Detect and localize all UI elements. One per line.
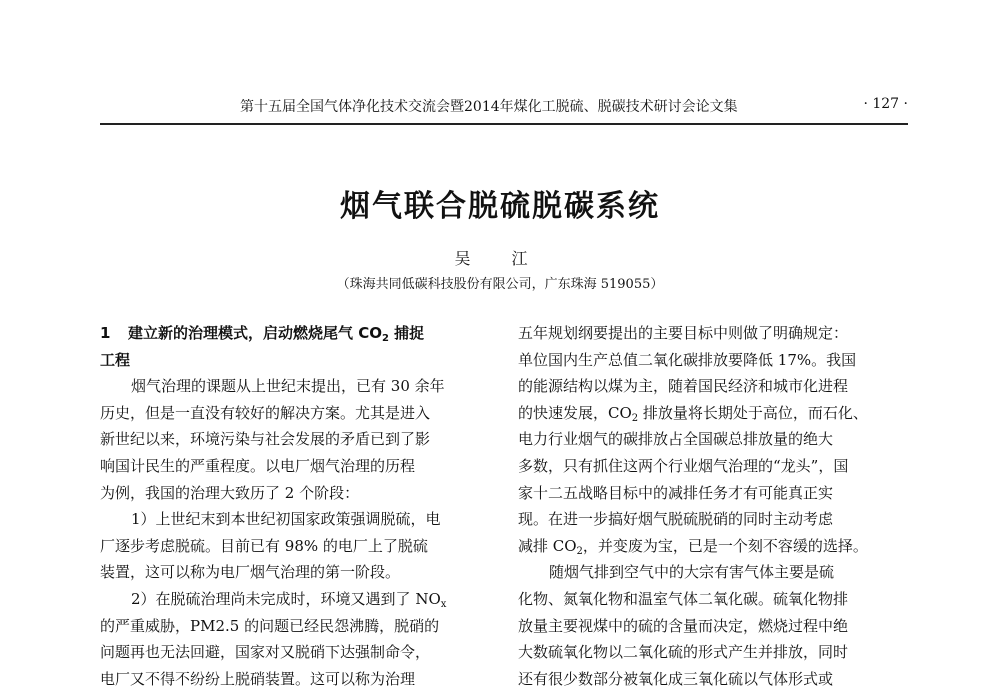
paragraph-line	[518, 400, 910, 427]
paragraph-line: 随烟气排到空气中的大宗有害气体主要是硫	[549, 563, 835, 582]
left-column	[100, 320, 490, 692]
section-heading-tail: 捕捉	[388, 324, 425, 342]
paragraph-line: 化物、氮氧化物和温室气体二氧化碳。硫氧化物排	[518, 589, 849, 608]
paragraph-line: 响国计民生的严重程度。以电厂烟气治理的历程	[100, 456, 416, 475]
section-heading-line2: 工程	[100, 350, 131, 369]
paragraph-line: 大数硫氧化物以二氧化硫的形式产生并排放，同时	[518, 643, 849, 662]
paragraph-line: 家十二五战略目标中的减排任务才有可能真正实	[518, 483, 834, 502]
paragraph-line: 还有很少数部分被氧化成三氧化硫以气体形式或	[518, 669, 834, 688]
paragraph-text: 减排 CO	[518, 536, 577, 555]
nox-subscript: x	[440, 598, 447, 610]
paragraph-text: 2）在脱硫治理尚未完成时，环境又遇到了 NO	[131, 589, 441, 608]
affiliation: （珠海共同低碳科技股份有限公司，广东珠海 519055）	[336, 277, 664, 292]
right-column	[518, 320, 910, 692]
page-number: · 127 ·	[863, 96, 908, 112]
paragraph-line: 电力行业烟气的碳排放占全国碳总排放量的绝大	[518, 430, 834, 449]
paragraph-line: 1）上世纪末到本世纪初国家政策强调脱硫，电	[131, 510, 441, 529]
paragraph-line: 单位国内生产总值二氧化碳排放要降低 17%。我国	[518, 350, 857, 369]
paragraph-line: 多数，只有抓住这两个行业烟气治理的“龙头”，国	[518, 456, 849, 475]
co2-subscript: 2	[576, 545, 583, 557]
paragraph-line: 新世纪以来，环境污染与社会发展的矛盾已到了影	[100, 430, 431, 449]
section-heading-text: 建立新的治理模式，启动燃烧尾气 CO	[128, 324, 382, 342]
paragraph-line: 电厂又不得不纷纷上脱硝装置。这可以称为治理	[100, 669, 416, 688]
paper-title: 烟气联合脱硫脱碳系统	[340, 189, 660, 224]
co2-subscript: 2	[631, 412, 639, 424]
paragraph-line: 历史，但是一直没有较好的解决方案。尤其是进入	[100, 403, 431, 422]
paragraph-line: 的能源结构以煤为主，随着国民经济和城市化进程	[518, 377, 849, 396]
header-rule	[100, 123, 908, 125]
paragraph-line: 烟气治理的课题从上世纪末提出，已有 30 余年	[131, 377, 445, 396]
paragraph-line: 现。在进一步搞好烟气脱硫脱硝的同时主动考虑	[518, 510, 834, 529]
paragraph-line: 厂逐步考虑脱硫。目前已有 98% 的电厂上了脱硫	[100, 536, 428, 555]
paragraph-line	[518, 533, 910, 560]
section-heading-subscript: 2	[381, 333, 389, 344]
paragraph-line: 的严重威胁，PM2.5 的问题已经民怨沸腾，脱硝的	[100, 616, 440, 635]
conference-title: 第十五届全国气体净化技术交流会暨2014年煤化工脱硫、脱碳技术研讨会论文集	[240, 99, 738, 115]
paragraph-line: 问题再也无法回避，国家对又脱硝下达强制命令，	[100, 643, 431, 662]
author: 吴 江	[454, 249, 546, 268]
paragraph-line: 装置，这可以称为电厂烟气治理的第一阶段。	[100, 563, 401, 582]
paragraph-line: 放量主要视煤中的硫的含量而决定，燃烧过程中绝	[518, 616, 849, 635]
paragraph-line: 为例，我国的治理大致历了 2 个阶段：	[100, 483, 360, 502]
section-heading	[100, 320, 490, 347]
paragraph-line: 五年规划纲要提出的主要目标中则做了明确规定：	[518, 324, 849, 342]
paragraph-text: 的快速发展，CO	[518, 403, 632, 422]
paragraph-line	[100, 586, 490, 613]
paragraph-text: 排放量将长期处于高位，而石化、	[638, 403, 868, 422]
paragraph-text: ，并变废为宝，已是一个刻不容缓的选择。	[582, 536, 868, 555]
section-number: 1	[100, 324, 111, 342]
